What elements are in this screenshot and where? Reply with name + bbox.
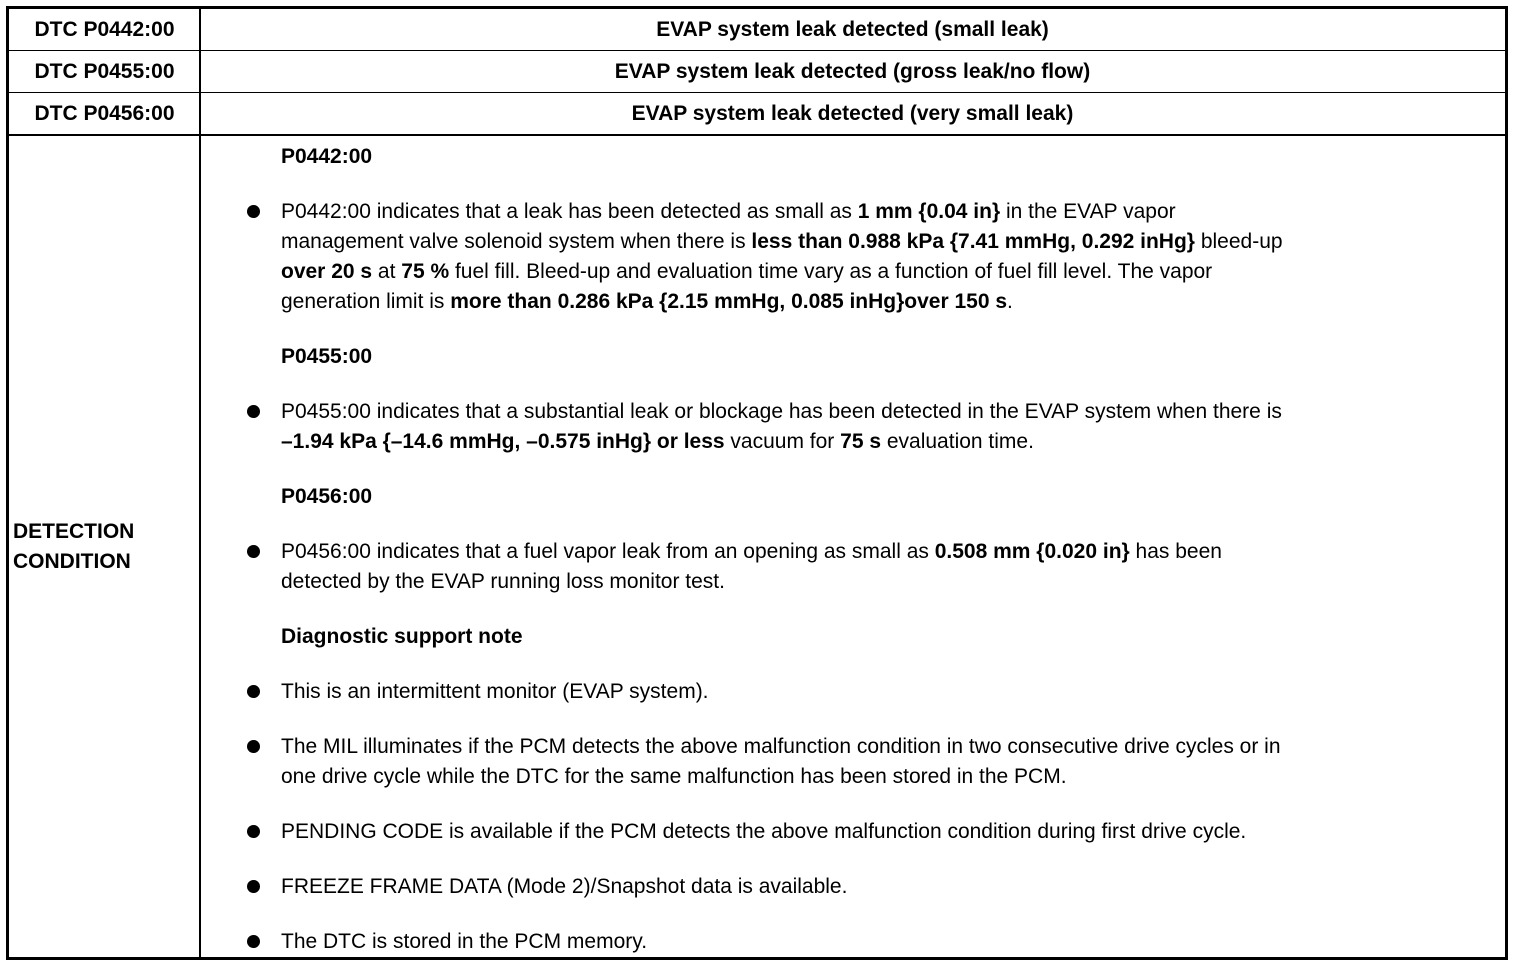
dtc-title: EVAP system leak detected (very small leak)	[631, 101, 1074, 125]
bullet-icon	[247, 685, 260, 698]
support-note-item: The MIL illuminates if the PCM detects the above malfunction condition in two consecutive drive cycles or in one drive cycle while the DTC for the same malfunction has been stored in the PCM.	[281, 735, 1281, 788]
p0455-description: P0455:00 indicates that a substantial leak or blockage has been detected in the EVAP system when there is –1.94 kPa {–14.6 mmHg, –0.575 inHg} or less vacuum for 75 s evaluation time.	[281, 400, 1282, 453]
dtc-table	[6, 6, 1508, 960]
dtc-code: DTC P0456:00	[34, 101, 175, 125]
section-heading-p0442: P0442:00	[281, 145, 373, 168]
bullet-icon	[247, 825, 260, 838]
label-line: DETECTION	[13, 519, 135, 543]
p0456-description: P0456:00 indicates that a fuel vapor leak from an opening as small as 0.508 mm {0.020 in} has been detected by the EVAP running loss monitor test.	[281, 540, 1222, 593]
section-heading-p0456: P0456:00	[281, 485, 373, 508]
support-note-item: This is an intermittent monitor (EVAP system).	[281, 680, 709, 703]
section-heading-support-note: Diagnostic support note	[281, 625, 523, 648]
label-line: CONDITION	[13, 549, 131, 573]
dtc-row	[9, 9, 1505, 51]
support-note-item: PENDING CODE is available if the PCM detects the above malfunction condition during first drive cycle.	[281, 820, 1247, 843]
detection-condition-row	[9, 136, 1505, 957]
bullet-icon	[247, 740, 260, 753]
bullet-icon	[247, 205, 260, 218]
support-note-item: The DTC is stored in the PCM memory.	[281, 930, 648, 953]
dtc-row	[9, 93, 1505, 136]
dtc-code: DTC P0442:00	[34, 17, 175, 41]
dtc-title: EVAP system leak detected (small leak)	[656, 17, 1049, 41]
detection-condition-content	[201, 136, 1505, 957]
support-note-item: FREEZE FRAME DATA (Mode 2)/Snapshot data is available.	[281, 875, 848, 898]
bullet-icon	[247, 405, 260, 418]
dtc-row	[9, 51, 1505, 93]
section-heading-p0455: P0455:00	[281, 345, 373, 368]
bullet-icon	[247, 880, 260, 893]
p0442-description: P0442:00 indicates that a leak has been detected as small as 1 mm {0.04 in} in the EVAP vapor management valve solenoid system when there is less than 0.988 kPa {7.41 mmHg, 0.292 inHg} bleed-up over 20 s at 75 % fuel fill. Bleed-up and evaluation time vary as a function of fuel fill level. The vapor generation limit is more than 0.286 kPa {2.15 mmHg, 0.085 inHg}over 150 s.	[281, 200, 1283, 313]
dtc-code: DTC P0455:00	[34, 59, 175, 83]
dtc-title: EVAP system leak detected (gross leak/no flow)	[614, 59, 1091, 83]
bullet-icon	[247, 545, 260, 558]
bullet-icon	[247, 935, 260, 948]
detection-condition-label	[13, 136, 199, 957]
